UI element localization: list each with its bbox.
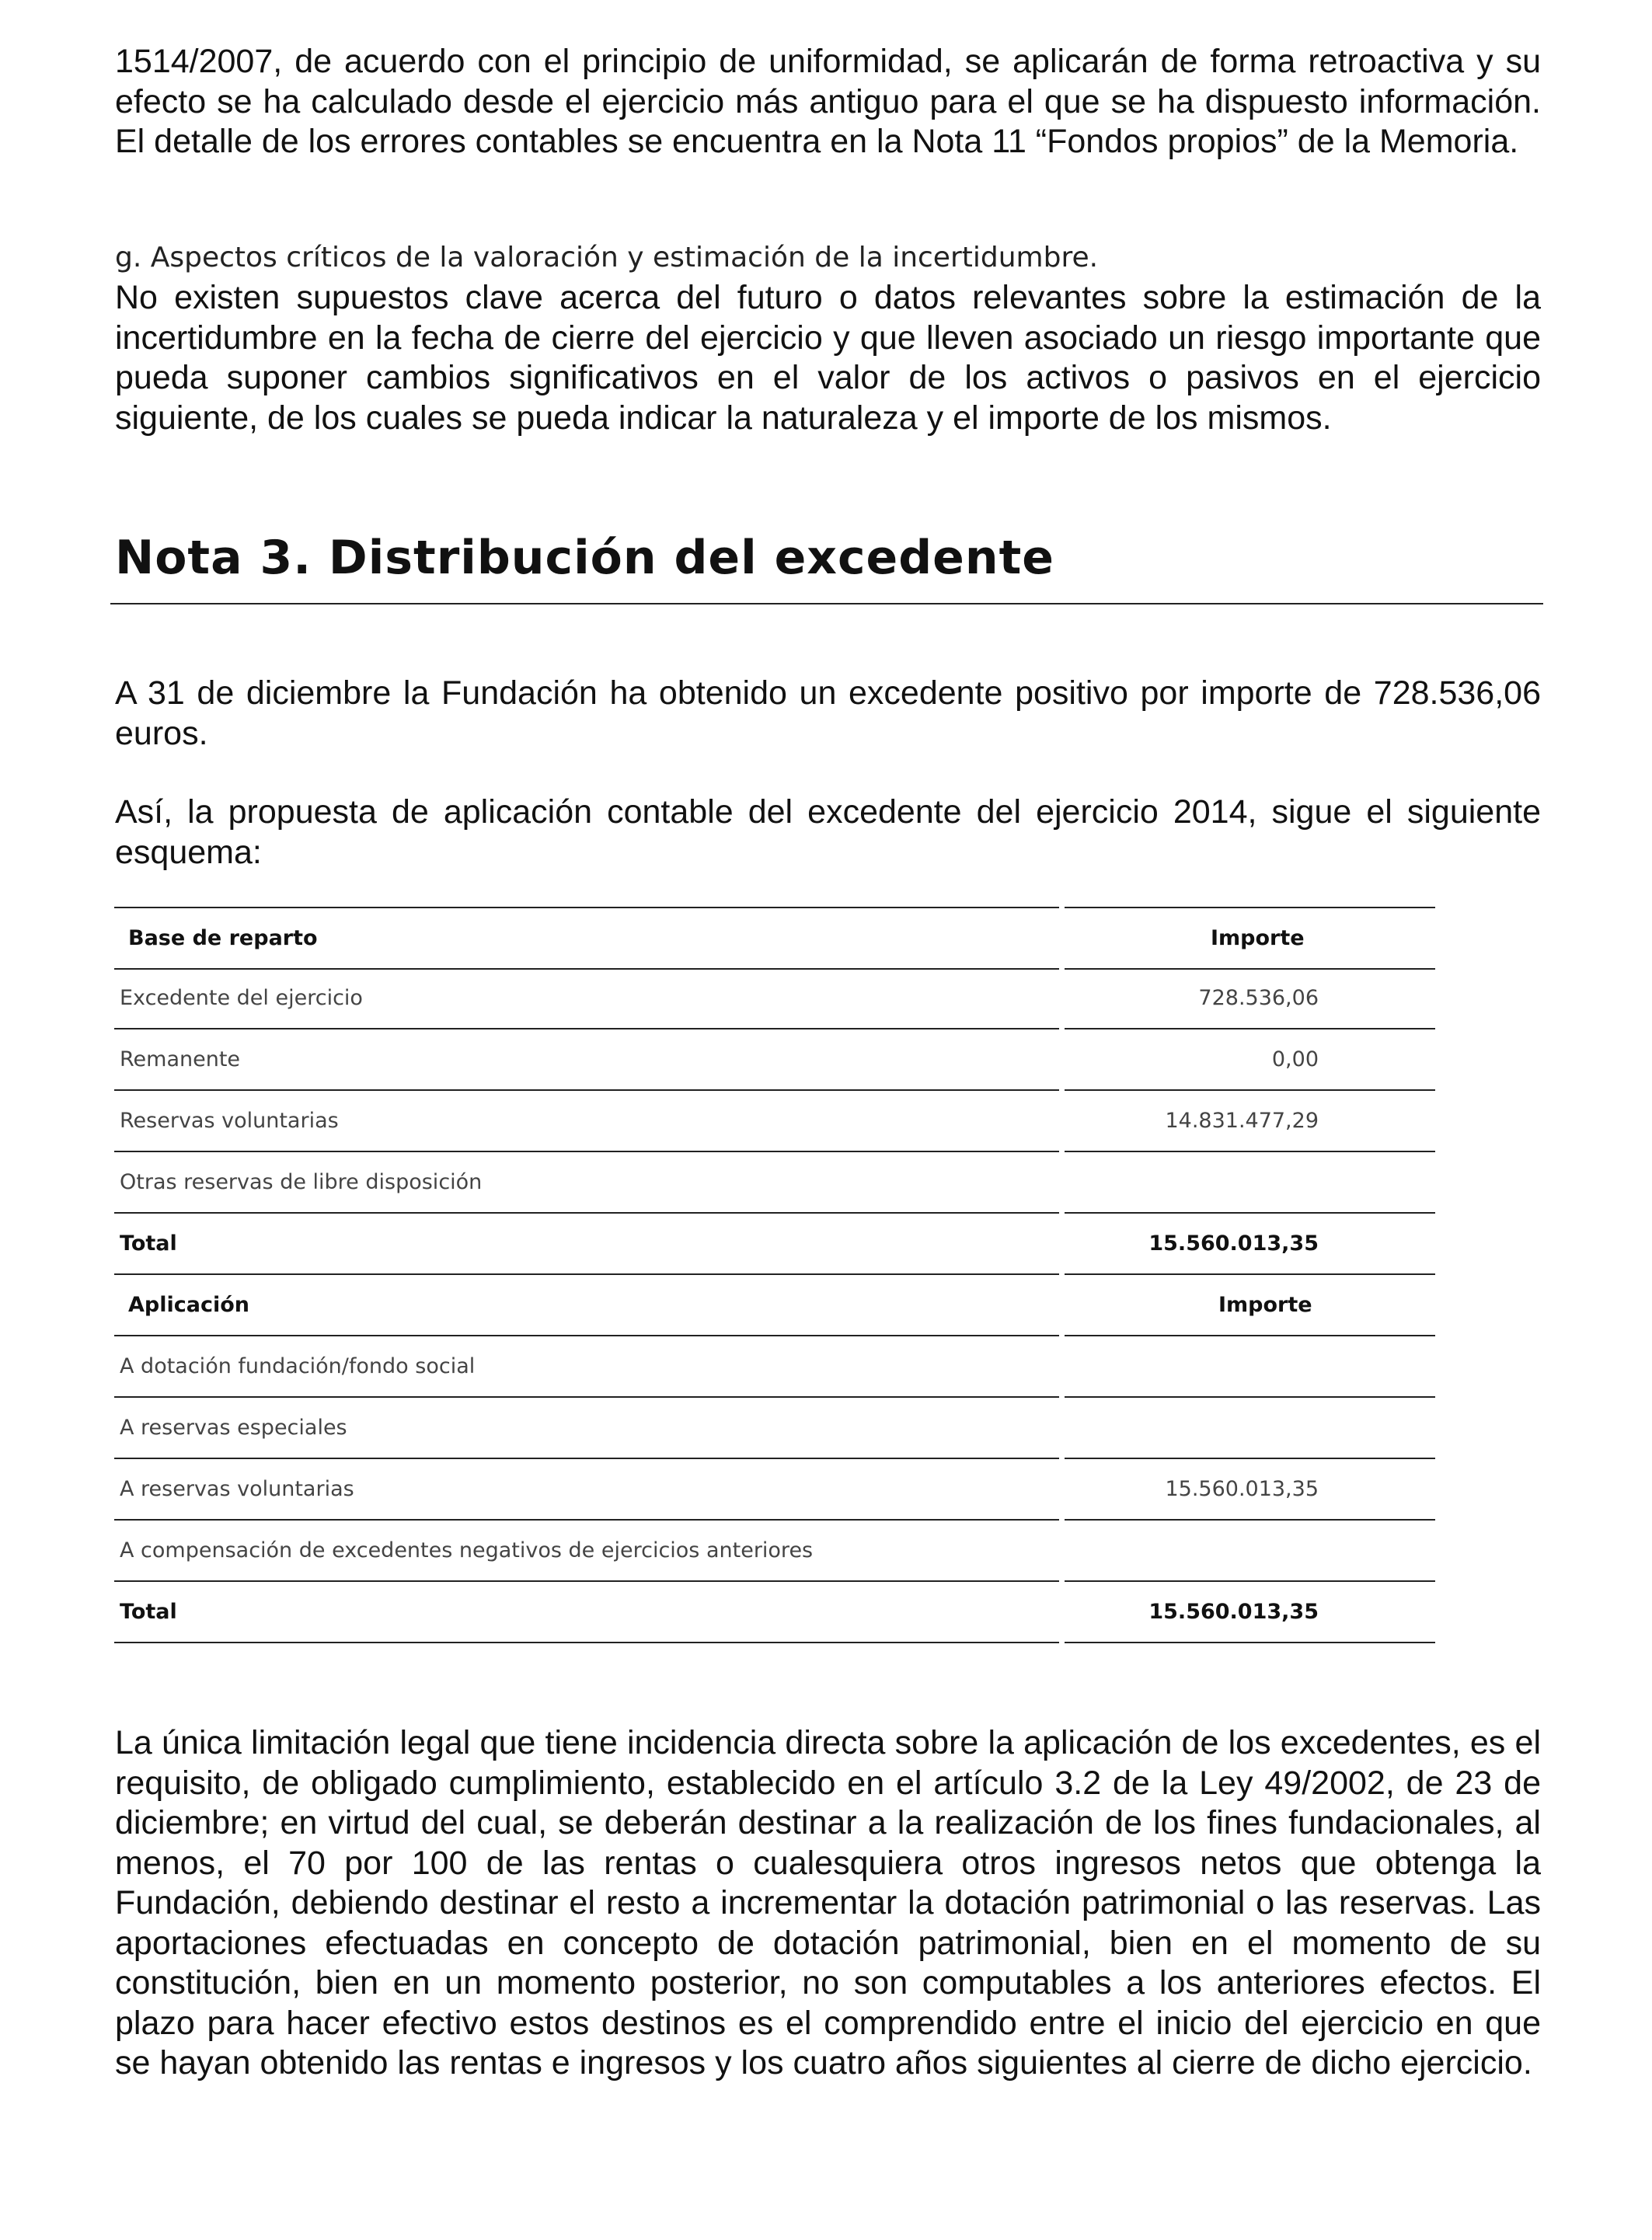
intro-paragraph: 1514/2007, de acuerdo con el principio de uniformidad, se aplicarán de forma retroactiva y su efecto se ha calculado desde el ejercicio más antiguo para el que se ha dispuesto información. El detalle de los errores contables se encuentra en la Nota 11 “Fondos propios” de la Memoria. bbox=[115, 43, 1541, 160]
distribution-table bbox=[114, 907, 1435, 1643]
row-label: A compensación de excedentes negativos de ejercicios anteriores bbox=[120, 1538, 814, 1562]
table-row bbox=[114, 1521, 1435, 1582]
row-label: A reservas voluntarias bbox=[120, 1477, 354, 1501]
section-paragraph-1: A 31 de diciembre la Fundación ha obtenido un excedente positivo por importe de 728.536,06 euros. bbox=[115, 674, 1541, 752]
total-label: Total bbox=[120, 1231, 177, 1256]
row-label: Excedente del ejercicio bbox=[120, 986, 363, 1010]
row-value: 15.560.013,35 bbox=[1165, 1477, 1319, 1501]
table-header-base bbox=[114, 907, 1435, 968]
table-total-aplicacion bbox=[114, 1582, 1435, 1643]
table-row bbox=[114, 1459, 1435, 1521]
title-divider bbox=[110, 603, 1543, 604]
row-value: 728.536,06 bbox=[1198, 986, 1319, 1010]
header-label: Aplicación bbox=[128, 1293, 249, 1317]
row-label: Remanente bbox=[120, 1047, 241, 1071]
header-value: Importe bbox=[1211, 926, 1305, 950]
header-label: Base de reparto bbox=[128, 926, 318, 950]
table-row bbox=[114, 1091, 1435, 1152]
table-row bbox=[114, 1029, 1435, 1091]
table-row bbox=[114, 968, 1435, 1029]
table-row bbox=[114, 1152, 1435, 1214]
row-label: A dotación fundación/fondo social bbox=[120, 1354, 476, 1378]
table-row bbox=[114, 1336, 1435, 1398]
subsection-g-heading: g. Aspectos críticos de la valoración y estimación de la incertidumbre. bbox=[115, 242, 1099, 273]
row-label: A reservas especiales bbox=[120, 1416, 347, 1440]
total-value: 15.560.013,35 bbox=[1148, 1231, 1319, 1256]
table-row bbox=[114, 1398, 1435, 1459]
row-label: Reservas voluntarias bbox=[120, 1109, 339, 1133]
total-value: 15.560.013,35 bbox=[1148, 1600, 1319, 1624]
section-paragraph-2: Así, la propuesta de aplicación contable del excedente del ejercicio 2014, sigue el siguiente esquema: bbox=[115, 793, 1541, 871]
table-total-base bbox=[114, 1214, 1435, 1275]
row-value: 0,00 bbox=[1271, 1047, 1319, 1071]
header-value: Importe bbox=[1218, 1293, 1312, 1317]
subsection-g-text: No existen supuestos clave acerca del futuro o datos relevantes sobre la estimación de la incertidumbre en la fecha de cierre del ejercicio y que lleven asociado un riesgo importante que pueda suponer cambios significativos en el valor de los activos o pasivos en el ejercicio siguiente, de los cuales se pueda indicar la naturaleza y el importe de los mismos. bbox=[115, 279, 1541, 437]
total-label: Total bbox=[120, 1600, 177, 1624]
row-label: Otras reservas de libre disposición bbox=[120, 1170, 483, 1194]
row-value: 14.831.477,29 bbox=[1165, 1109, 1319, 1133]
table-header-aplicacion bbox=[114, 1275, 1435, 1336]
closing-paragraph: La única limitación legal que tiene incidencia directa sobre la aplicación de los excedentes, es el requisito, de obligado cumplimiento, establecido en el artículo 3.2 de la Ley 49/2002, de 23 de diciembre; en virtud del cual, se deberán destinar a la realización de los fines fundacionales, al menos, el 70 por 100 de las rentas o cualesquiera otros ingresos netos que obtenga la Fundación, debiendo destinar el resto a incrementar la dotación patrimonial o las reservas. Las aportaciones efectuadas en concepto de dotación patrimonial, bien en el momento de su constitución, bien en un momento posterior, no son computables a los anteriores efectos. El plazo para hacer efectivo estos destinos es el comprendido entre el inicio del ejercicio en que se hayan obtenido las rentas e ingresos y los cuatro años siguientes al cierre de dicho ejercicio. bbox=[115, 1724, 1541, 2081]
section-title: Nota 3. Distribución del excedente bbox=[115, 531, 1054, 585]
